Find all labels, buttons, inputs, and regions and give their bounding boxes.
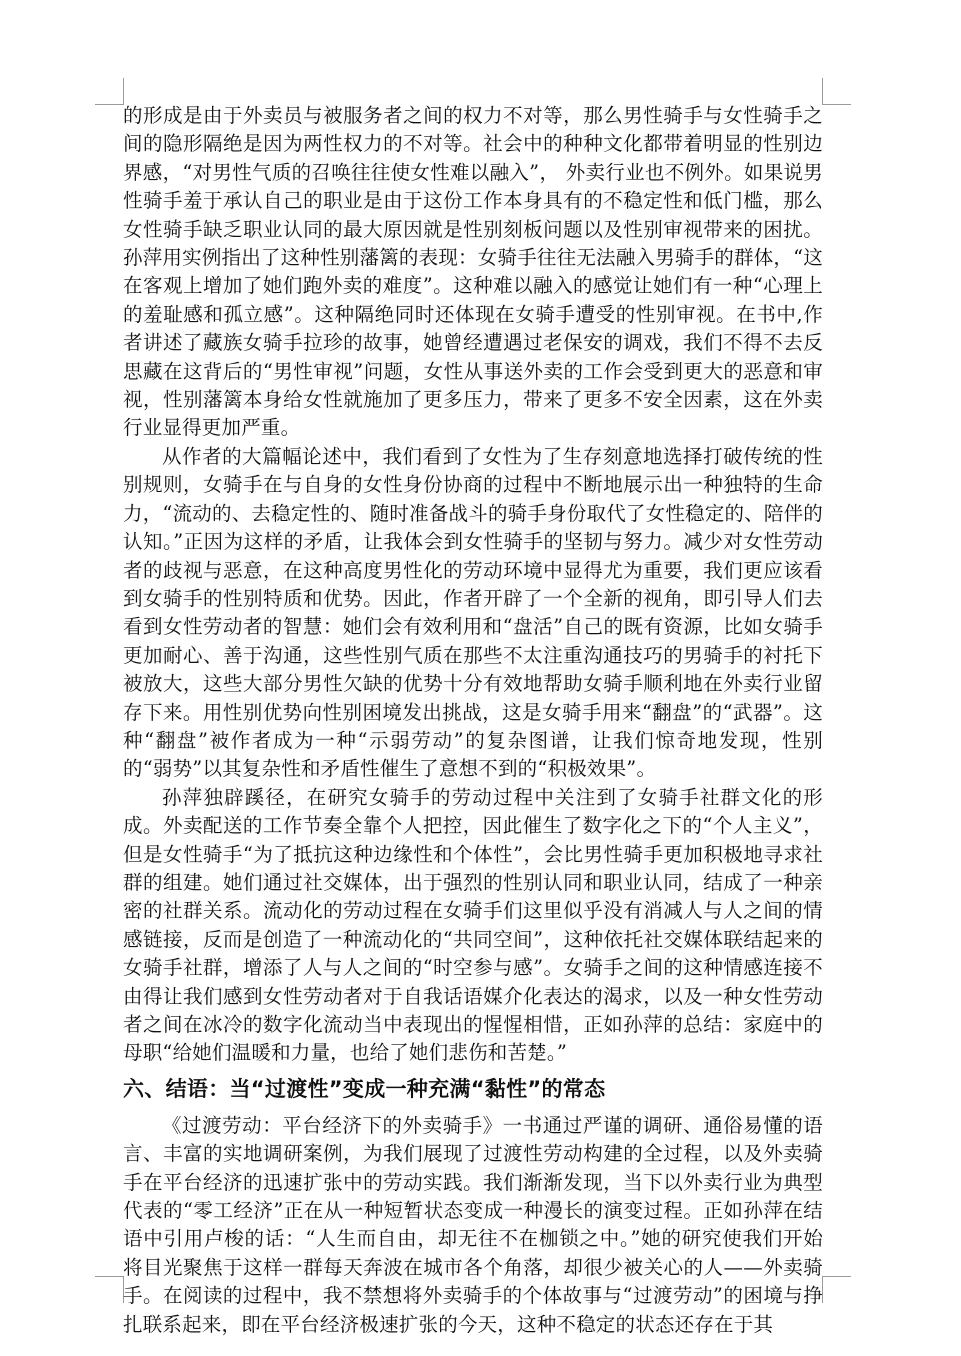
crop-mark-bottom-right xyxy=(822,1276,851,1303)
crop-mark-top-left xyxy=(95,78,124,105)
section-heading-conclusion: 六、结语：当“过渡性”变成一种充满“黏性”的常态 xyxy=(123,1076,606,1101)
paragraph-female-riders-strategy: 从作者的大篇幅论述中，我们看到了女性为了生存刻意地选择打破传统的性别规则，女骑手在与自身的女性身份协商的过程中不断地展示出一种独特的生命力，“流动的、去稳定性的、随时准备战斗的骑手身份取代了女性稳定的、陪伴的认知。”正因为这样的矛盾，让我体会到女性骑手的坚韧与努力。减少对女性劳动者的歧视与恶意，在这种高度男性化的劳动环境中显得尤为重要，我们更应该看到女骑手的性别特质和优势。因此，作者开辟了一个全新的视角，即引导人们去看到女性劳动者的智慧：她们会有效利用和“盘活”自己的既有资源，比如女骑手更加耐心、善于沟通，这些性别气质在那些不太注重沟通技巧的男骑手的衬托下被放大，这些大部分男性欠缺的优势十分有效地帮助女骑手顺利地在外卖行业留存下来。用性别优势向性别困境发出挑战，这是女骑手用来“翻盘”的“武器”。这种“翻盘”被作者成为一种“示弱劳动”的复杂图谱，让我们惊奇地发现，性别的“弱势”以其复杂性和矛盾性催生了意想不到的“积极效果”。 xyxy=(123,444,823,781)
document-body xyxy=(123,102,823,1339)
crop-mark-top-right xyxy=(822,78,851,105)
paragraph-continued: 的形成是由于外卖员与被服务者之间的权力不对等，那么男性骑手与女性骑手之间的隐形隔绝是因为两性权力的不对等。社会中的种种文化都带着明显的性别边界感，“对男性气质的召唤往往使女性难以融入”， 外卖行业也不例外。如果说男性骑手羞于承认自己的职业是由于这份工作本身具有的不稳定性和低门槛，那么女性骑手缺乏职业认同的最大原因就是性别刻板问题以及性别审视带来的困扰。孙萍用实例指出了这种性别藩篱的表现：女骑手往往无法融入男骑手的群体，“这在客观上增加了她们跑外卖的难度”。这种难以融入的感觉让她们有一种“心理上的羞耻感和孤立感”。这种隔绝同时还体现在女骑手遭受的性别审视。在书中,作者讲述了藏族女骑手拉珍的故事，她曾经遭遇过老保安的调戏，我们不得不去反思藏在这背后的“男性审视”问题，女性从事送外卖的工作会受到更大的恶意和审视，性别藩篱本身给女性就施加了更多压力，带来了更多不安全因素，这在外卖行业显得更加严重。 xyxy=(123,104,823,440)
paragraph-community-culture: 孙萍独辟蹊径，在研究女骑手的劳动过程中关注到了女骑手社群文化的形成。外卖配送的工作节奏全靠个人把控，因此催生了数字化之下的“个人主义”，但是女性骑手“为了抵抗这种边缘性和个体性”，会比男性骑手更加积极地寻求社群的组建。她们通过社交媒体，出于强烈的性别认同和职业认同，结成了一种亲密的社群关系。流动化的劳动过程在女骑手们这里似乎没有消减人与人之间的情感链接，反而是创造了一种流动化的“共同空间”，这种依托社交媒体联结起来的女骑手社群，增添了人与人之间的“时空参与感”。女骑手之间的这种情感连接不由得让我们感到女性劳动者对于自我话语媒介化表达的渴求，以及一种女性劳动者之间在冰冷的数字化流动当中表现出的惺惺相惜，正如孙萍的总结：家庭中的母职“给她们温暖和力量，也给了她们悲伤和苦楚。” xyxy=(123,785,823,1065)
paragraph-conclusion: 《过渡劳动：平台经济下的外卖骑手》一书通过严谨的调研、通俗易懂的语言、丰富的实地调研案例，为我们展现了过渡性劳动构建的全过程，以及外卖骑手在平台经济的迅速扩张中的劳动实践。我们渐渐发现，当下以外卖行业为典型代表的“零工经济”正在从一种短暂状态变成一种漫长的演变过程。正如孙萍在结语中引用卢梭的话：“人生而自由，却无往不在枷锁之中。”她的研究使我们开始将目光聚焦于这样一群每天奔波在城市各个角落，却很少被关心的人——外卖骑手。在阅读的过程中，我不禁想将外卖骑手的个体故事与“过渡劳动”的困境与挣扎联系起来，即在平台经济极速扩张的今天，这种不稳定的状态还存在于其 xyxy=(123,1113,823,1336)
crop-mark-bottom-left xyxy=(95,1276,124,1303)
